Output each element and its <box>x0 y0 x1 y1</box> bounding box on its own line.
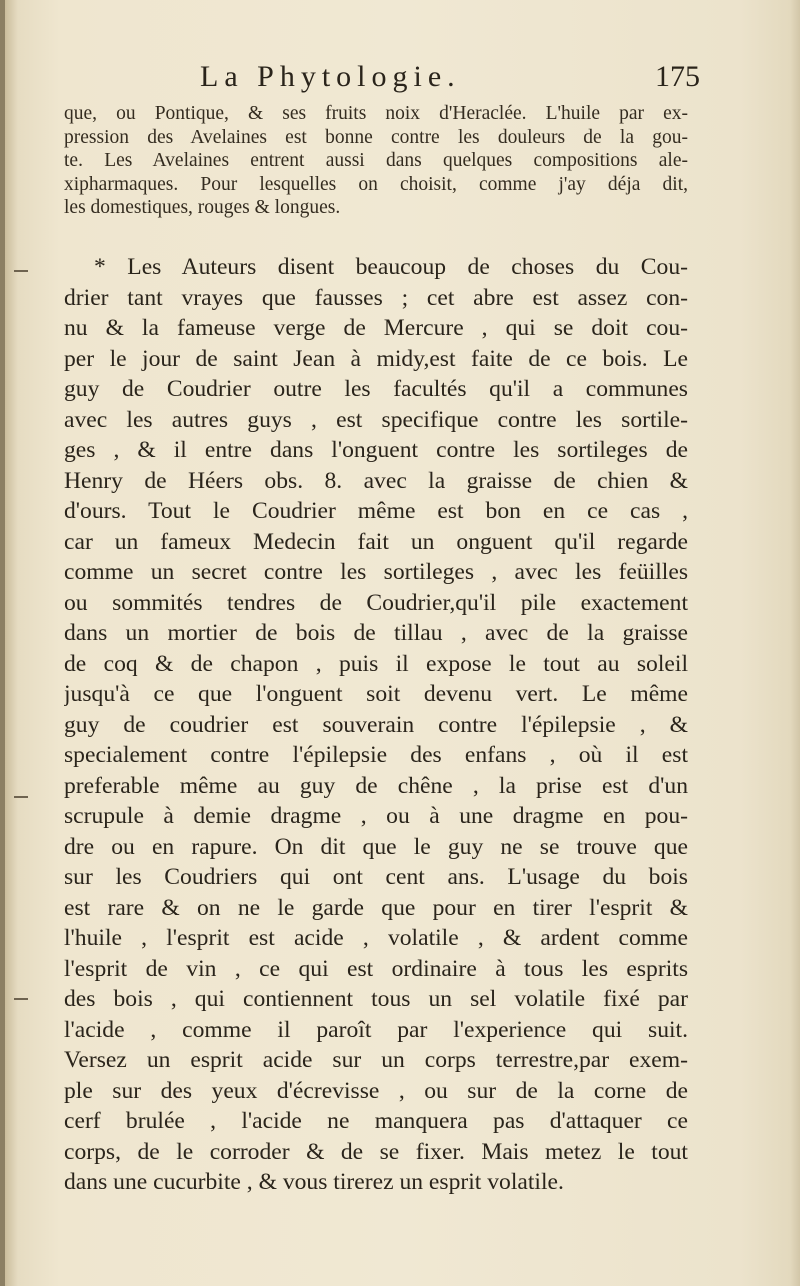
text-line: drier tant vrayes que fausses ; cet abre est assez con- <box>64 284 688 311</box>
text-line: preferable même au guy de chêne , la prise est d'un <box>64 772 688 799</box>
main-paragraph <box>64 252 688 1198</box>
small-print-paragraph <box>64 102 688 220</box>
text-line: cerf brulée , l'acide ne manquera pas d'attaquer ce <box>64 1108 688 1134</box>
note-line: te. Les Avelaines entrent aussi dans quelques compositions ale- <box>64 150 688 171</box>
text-line: l'huile , l'esprit est acide , volatile , & ardent comme <box>64 925 688 951</box>
note-line: que, ou Pontique, & ses fruits noix d'Heraclée. L'huile par ex- <box>64 103 688 124</box>
running-head <box>60 60 700 100</box>
text-line: dans un mortier de bois de tillau , avec de la graisse <box>64 620 688 646</box>
text-line: l'acide , comme il paroît par l'experience qui suit. <box>64 1016 688 1043</box>
text-line: * Les Auteurs disent beaucoup de choses du Cou- <box>94 254 688 280</box>
text-line: nu & la fameuse verge de Mercure , qui se doit cou- <box>64 315 688 341</box>
text-line: des bois , qui contiennent tous un sel volatile fixé par <box>64 986 688 1012</box>
text-line: est rare & on ne le garde que pour en tirer l'esprit & <box>64 894 688 921</box>
text-line: d'ours. Tout le Coudrier même est bon en ce cas , <box>64 498 688 524</box>
text-line: avec les autres guys , est specifique contre les sortile- <box>64 406 688 433</box>
note-line: les domestiques, rouges & longues. <box>64 197 341 218</box>
text-line: Henry de Héers obs. 8. avec la graisse de chien & <box>64 467 688 494</box>
text-line: ou sommités tendres de Coudrier,qu'il pile exactement <box>64 589 688 616</box>
margin-dash <box>14 270 28 272</box>
note-line: pression des Avelaines est bonne contre les douleurs de la gou- <box>64 126 688 148</box>
text-line: de coq & de chapon , puis il expose le tout au soleil <box>64 650 688 677</box>
text-line: l'esprit de vin , ce qui est ordinaire à tous les esprits <box>64 955 688 982</box>
text-line: Versez un esprit acide sur un corps terrestre,par exem- <box>64 1047 688 1073</box>
text-line: per le jour de saint Jean à midy,est faite de ce bois. Le <box>64 345 688 372</box>
text-line: car un fameux Medecin fait un onguent qu'il regarde <box>64 528 688 555</box>
text-line: corps, de le corroder & de se fixer. Mais metez le tout <box>64 1138 688 1165</box>
margin-dash <box>14 998 28 1000</box>
text-line: sur les Coudriers qui ont cent ans. L'usage du bois <box>64 864 688 890</box>
note-line: xipharmaques. Pour lesquelles on choisit, comme j'ay déja dit, <box>64 173 688 195</box>
text-line: guy de coudrier est souverain contre l'épilepsie , & <box>64 711 688 738</box>
text-line: comme un secret contre les sortileges , avec les feüilles <box>64 559 688 585</box>
text-line: jusqu'à ce que l'onguent soit devenu vert. Le même <box>64 681 688 707</box>
text-line: dre ou en rapure. On dit que le guy ne se trouve que <box>64 833 688 860</box>
text-line: guy de Coudrier outre les facultés qu'il a communes <box>64 376 688 402</box>
text-line: dans une cucurbite , & vous tirerez un esprit volatile. <box>64 1169 564 1195</box>
text-line: specialement contre l'épilepsie des enfans , où il est <box>64 742 688 768</box>
text-line: scrupule à demie dragme , ou à une dragme en pou- <box>64 803 688 829</box>
text-line: ges , & il entre dans l'onguent contre les sortileges de <box>64 437 688 463</box>
page-title: La Phytologie. <box>200 60 461 93</box>
text-line: ple sur des yeux d'écrevisse , ou sur de la corne de <box>64 1077 688 1104</box>
page-number: 175 <box>655 60 700 93</box>
margin-dash <box>14 796 28 798</box>
page-spine-shadow <box>0 0 5 1286</box>
